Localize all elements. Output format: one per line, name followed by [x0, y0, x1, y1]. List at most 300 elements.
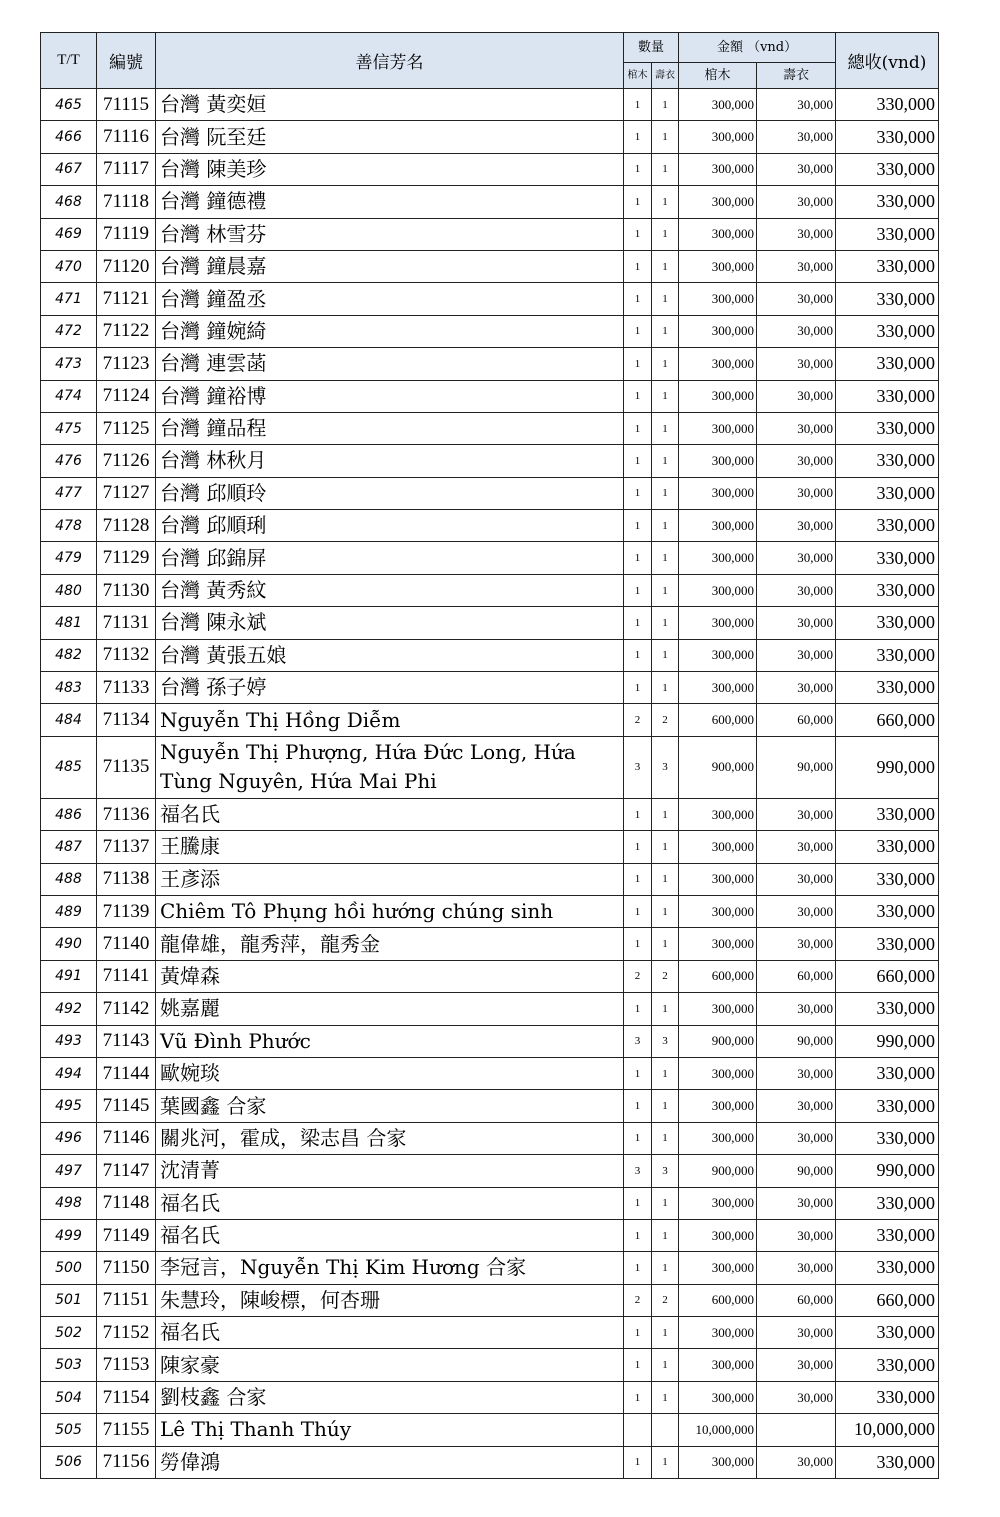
- row-code: 71136: [97, 798, 156, 830]
- table-row: [41, 1381, 939, 1413]
- row-name: 福名氏: [156, 1219, 624, 1251]
- row-name: Nguyễn Thị Phượng, Hứa Đức Long, Hứa Tùng Nguyên, Hứa Mai Phi: [156, 736, 624, 798]
- table-row: [41, 960, 939, 992]
- row-amount-shroud: 30,000: [757, 1252, 836, 1284]
- row-code: 71150: [97, 1252, 156, 1284]
- row-quantity-coffin: 1: [624, 1219, 652, 1251]
- row-amount-coffin: 300,000: [679, 1349, 757, 1381]
- table-row: [41, 1219, 939, 1251]
- row-quantity-coffin: 1: [624, 1057, 652, 1089]
- row-code: 71152: [97, 1317, 156, 1349]
- row-name: 劉枝鑫 合家: [156, 1381, 624, 1413]
- row-quantity-shroud: 1: [652, 993, 679, 1025]
- row-tt: 483: [41, 672, 97, 704]
- row-total: 330,000: [836, 1317, 939, 1349]
- row-code: 71134: [97, 704, 156, 736]
- row-amount-coffin: 300,000: [679, 89, 757, 121]
- row-quantity-coffin: 1: [624, 1446, 652, 1478]
- row-tt: 499: [41, 1219, 97, 1251]
- row-quantity-coffin: 1: [624, 250, 652, 282]
- row-total: 330,000: [836, 895, 939, 927]
- table-row: [41, 1090, 939, 1122]
- row-code: 71124: [97, 380, 156, 412]
- row-amount-coffin: 900,000: [679, 1025, 757, 1057]
- table-header: [41, 33, 939, 89]
- row-amount-coffin: 300,000: [679, 477, 757, 509]
- row-quantity-coffin: 2: [624, 1284, 652, 1316]
- row-code: 71130: [97, 574, 156, 606]
- row-total: 330,000: [836, 672, 939, 704]
- header-amount-coffin: 棺木: [679, 63, 757, 89]
- row-amount-coffin: 300,000: [679, 1090, 757, 1122]
- row-name: 王騰康: [156, 831, 624, 863]
- row-total: 330,000: [836, 218, 939, 250]
- row-amount-shroud: 30,000: [757, 510, 836, 542]
- row-quantity-coffin: 1: [624, 798, 652, 830]
- row-amount-coffin: 300,000: [679, 895, 757, 927]
- row-total: 330,000: [836, 831, 939, 863]
- row-code: 71128: [97, 510, 156, 542]
- row-amount-shroud: 30,000: [757, 928, 836, 960]
- row-tt: 496: [41, 1122, 97, 1154]
- row-total: 330,000: [836, 542, 939, 574]
- row-tt: 476: [41, 445, 97, 477]
- row-amount-coffin: 300,000: [679, 510, 757, 542]
- row-quantity-coffin: 1: [624, 380, 652, 412]
- row-code: 71147: [97, 1155, 156, 1187]
- row-tt: 504: [41, 1381, 97, 1413]
- row-code: 71126: [97, 445, 156, 477]
- row-amount-coffin: 300,000: [679, 993, 757, 1025]
- row-amount-coffin: 300,000: [679, 380, 757, 412]
- table-row: [41, 1284, 939, 1316]
- row-quantity-shroud: 1: [652, 607, 679, 639]
- row-amount-shroud: 30,000: [757, 186, 836, 218]
- row-total: 990,000: [836, 1025, 939, 1057]
- row-code: 71149: [97, 1219, 156, 1251]
- row-total: 990,000: [836, 736, 939, 798]
- row-total: 330,000: [836, 574, 939, 606]
- table-row: [41, 542, 939, 574]
- row-quantity-shroud: 1: [652, 89, 679, 121]
- row-quantity-shroud: 3: [652, 1155, 679, 1187]
- row-quantity-shroud: 1: [652, 186, 679, 218]
- row-total: 330,000: [836, 607, 939, 639]
- row-tt: 502: [41, 1317, 97, 1349]
- table-row: [41, 574, 939, 606]
- row-quantity-shroud: 1: [652, 348, 679, 380]
- row-amount-coffin: 300,000: [679, 153, 757, 185]
- row-quantity-shroud: 1: [652, 250, 679, 282]
- row-quantity-coffin: 1: [624, 412, 652, 444]
- row-code: 71146: [97, 1122, 156, 1154]
- row-total: 330,000: [836, 863, 939, 895]
- row-tt: 490: [41, 928, 97, 960]
- row-amount-coffin: 300,000: [679, 315, 757, 347]
- row-tt: 480: [41, 574, 97, 606]
- row-quantity-coffin: 3: [624, 1025, 652, 1057]
- row-amount-coffin: 300,000: [679, 542, 757, 574]
- row-amount-shroud: 30,000: [757, 542, 836, 574]
- row-code: 71151: [97, 1284, 156, 1316]
- row-amount-shroud: 60,000: [757, 960, 836, 992]
- donation-table: [40, 32, 939, 1479]
- row-total: 990,000: [836, 1155, 939, 1187]
- row-tt: 484: [41, 704, 97, 736]
- row-amount-shroud: 60,000: [757, 704, 836, 736]
- row-tt: 475: [41, 412, 97, 444]
- table-row: [41, 607, 939, 639]
- row-name: 王彥添: [156, 863, 624, 895]
- row-name: 台灣 鐘婉綺: [156, 315, 624, 347]
- row-name: 台灣 鐘盈丞: [156, 283, 624, 315]
- row-amount-shroud: 30,000: [757, 1090, 836, 1122]
- row-amount-shroud: [757, 1414, 836, 1446]
- row-amount-coffin: 300,000: [679, 1187, 757, 1219]
- row-total: 330,000: [836, 1446, 939, 1478]
- row-quantity-shroud: 1: [652, 639, 679, 671]
- row-code: 71143: [97, 1025, 156, 1057]
- row-code: 71131: [97, 607, 156, 639]
- row-amount-shroud: 30,000: [757, 477, 836, 509]
- row-code: 71140: [97, 928, 156, 960]
- row-quantity-shroud: 1: [652, 831, 679, 863]
- row-tt: 495: [41, 1090, 97, 1122]
- table-row: [41, 736, 939, 798]
- row-tt: 505: [41, 1414, 97, 1446]
- row-amount-coffin: 300,000: [679, 574, 757, 606]
- row-amount-coffin: 300,000: [679, 348, 757, 380]
- row-quantity-coffin: 1: [624, 283, 652, 315]
- row-name: 陳家豪: [156, 1349, 624, 1381]
- row-total: 330,000: [836, 412, 939, 444]
- row-amount-shroud: 30,000: [757, 1317, 836, 1349]
- row-name: Nguyễn Thị Hồng Diễm: [156, 704, 624, 736]
- row-quantity-shroud: 1: [652, 153, 679, 185]
- row-quantity-coffin: 1: [624, 445, 652, 477]
- row-amount-coffin: 300,000: [679, 186, 757, 218]
- row-tt: 498: [41, 1187, 97, 1219]
- row-quantity-coffin: 1: [624, 1252, 652, 1284]
- row-total: 330,000: [836, 315, 939, 347]
- table-row: [41, 1414, 939, 1446]
- row-name: 葉國鑫 合家: [156, 1090, 624, 1122]
- row-amount-shroud: 30,000: [757, 218, 836, 250]
- row-total: 10,000,000: [836, 1414, 939, 1446]
- row-code: 71144: [97, 1057, 156, 1089]
- row-total: 330,000: [836, 1349, 939, 1381]
- table-row: [41, 704, 939, 736]
- row-quantity-coffin: 1: [624, 993, 652, 1025]
- row-quantity-coffin: 1: [624, 1090, 652, 1122]
- row-quantity-shroud: 1: [652, 315, 679, 347]
- row-amount-shroud: 30,000: [757, 348, 836, 380]
- row-tt: 471: [41, 283, 97, 315]
- row-amount-coffin: 300,000: [679, 798, 757, 830]
- row-quantity-shroud: 1: [652, 445, 679, 477]
- row-name: 關兆河，霍成，梁志昌 合家: [156, 1122, 624, 1154]
- row-name: 台灣 陳永斌: [156, 607, 624, 639]
- row-name: 龍偉雄，龍秀萍，龍秀金: [156, 928, 624, 960]
- row-amount-shroud: 30,000: [757, 895, 836, 927]
- row-tt: 481: [41, 607, 97, 639]
- row-amount-shroud: 30,000: [757, 89, 836, 121]
- table-row: [41, 1317, 939, 1349]
- row-amount-coffin: 900,000: [679, 1155, 757, 1187]
- row-amount-coffin: 300,000: [679, 1252, 757, 1284]
- row-quantity-coffin: 1: [624, 1187, 652, 1219]
- row-name: 台灣 林秋月: [156, 445, 624, 477]
- row-amount-shroud: 30,000: [757, 1122, 836, 1154]
- row-amount-shroud: 30,000: [757, 283, 836, 315]
- row-amount-coffin: 300,000: [679, 250, 757, 282]
- row-tt: 487: [41, 831, 97, 863]
- row-quantity-shroud: 1: [652, 1252, 679, 1284]
- row-quantity-coffin: 1: [624, 672, 652, 704]
- row-total: 330,000: [836, 445, 939, 477]
- row-name: 歐婉琰: [156, 1057, 624, 1089]
- row-total: 330,000: [836, 639, 939, 671]
- row-tt: 470: [41, 250, 97, 282]
- row-name: 台灣 鐘德禮: [156, 186, 624, 218]
- table-row: [41, 1025, 939, 1057]
- row-quantity-shroud: 1: [652, 1219, 679, 1251]
- row-tt: 482: [41, 639, 97, 671]
- row-quantity-shroud: 1: [652, 477, 679, 509]
- row-code: 71122: [97, 315, 156, 347]
- row-code: 71117: [97, 153, 156, 185]
- row-quantity-coffin: 1: [624, 218, 652, 250]
- row-name: 台灣 邱順玲: [156, 477, 624, 509]
- row-name: Lê Thị Thanh Thúy: [156, 1414, 624, 1446]
- table-row: [41, 1155, 939, 1187]
- table-row: [41, 672, 939, 704]
- row-name: 台灣 鐘裕博: [156, 380, 624, 412]
- table-row: [41, 510, 939, 542]
- row-quantity-shroud: 1: [652, 895, 679, 927]
- row-amount-coffin: 300,000: [679, 218, 757, 250]
- row-code: 71139: [97, 895, 156, 927]
- row-total: 330,000: [836, 798, 939, 830]
- row-name: Chiêm Tô Phụng hồi hướng chúng sinh: [156, 895, 624, 927]
- row-code: 71138: [97, 863, 156, 895]
- row-code: 71120: [97, 250, 156, 282]
- row-amount-shroud: 30,000: [757, 1057, 836, 1089]
- table-row: [41, 1057, 939, 1089]
- row-amount-shroud: 30,000: [757, 574, 836, 606]
- row-total: 330,000: [836, 283, 939, 315]
- row-total: 330,000: [836, 1187, 939, 1219]
- header-quantity-shroud: 壽衣: [652, 63, 679, 89]
- row-quantity-coffin: 3: [624, 1155, 652, 1187]
- row-quantity-shroud: 3: [652, 1025, 679, 1057]
- row-quantity-shroud: 1: [652, 928, 679, 960]
- row-quantity-coffin: 1: [624, 542, 652, 574]
- row-name: 勞偉鴻: [156, 1446, 624, 1478]
- table-row: [41, 895, 939, 927]
- row-quantity-shroud: 1: [652, 1381, 679, 1413]
- row-amount-shroud: 30,000: [757, 380, 836, 412]
- header-name: 善信芳名: [156, 33, 624, 89]
- table-row: [41, 153, 939, 185]
- row-amount-coffin: 300,000: [679, 672, 757, 704]
- row-amount-shroud: 30,000: [757, 1349, 836, 1381]
- row-tt: 474: [41, 380, 97, 412]
- row-name: 台灣 阮至廷: [156, 121, 624, 153]
- row-total: 330,000: [836, 348, 939, 380]
- row-name: 沈清菁: [156, 1155, 624, 1187]
- row-tt: 488: [41, 863, 97, 895]
- row-quantity-shroud: 3: [652, 736, 679, 798]
- row-code: 71116: [97, 121, 156, 153]
- row-code: 71145: [97, 1090, 156, 1122]
- row-name: 台灣 陳美珍: [156, 153, 624, 185]
- row-code: 71129: [97, 542, 156, 574]
- row-quantity-coffin: 1: [624, 186, 652, 218]
- row-tt: 503: [41, 1349, 97, 1381]
- table-row: [41, 348, 939, 380]
- row-tt: 501: [41, 1284, 97, 1316]
- row-amount-coffin: 300,000: [679, 412, 757, 444]
- row-name: 台灣 連雲菡: [156, 348, 624, 380]
- row-total: 330,000: [836, 477, 939, 509]
- row-amount-shroud: 30,000: [757, 831, 836, 863]
- table-row: [41, 412, 939, 444]
- row-quantity-coffin: 1: [624, 574, 652, 606]
- row-quantity-coffin: 1: [624, 1381, 652, 1413]
- row-amount-coffin: 300,000: [679, 831, 757, 863]
- row-tt: 506: [41, 1446, 97, 1478]
- row-amount-shroud: 90,000: [757, 736, 836, 798]
- row-name: 李冠言，Nguyễn Thị Kim Hương 合家: [156, 1252, 624, 1284]
- row-amount-coffin: 600,000: [679, 704, 757, 736]
- header-total: 總收(vnd): [836, 33, 939, 89]
- row-quantity-coffin: 3: [624, 736, 652, 798]
- row-tt: 479: [41, 542, 97, 574]
- table-row: [41, 1349, 939, 1381]
- row-quantity-coffin: 1: [624, 928, 652, 960]
- row-amount-shroud: 30,000: [757, 445, 836, 477]
- row-quantity-shroud: 1: [652, 1317, 679, 1349]
- row-amount-shroud: 30,000: [757, 153, 836, 185]
- row-amount-coffin: 300,000: [679, 1317, 757, 1349]
- row-name: 福名氏: [156, 1317, 624, 1349]
- row-name: 黃煒森: [156, 960, 624, 992]
- row-amount-shroud: 30,000: [757, 121, 836, 153]
- row-tt: 491: [41, 960, 97, 992]
- row-name: 台灣 黃奕姮: [156, 89, 624, 121]
- table-row: [41, 89, 939, 121]
- row-quantity-coffin: 1: [624, 607, 652, 639]
- row-tt: 493: [41, 1025, 97, 1057]
- row-tt: 466: [41, 121, 97, 153]
- row-amount-shroud: 90,000: [757, 1025, 836, 1057]
- table-row: [41, 315, 939, 347]
- row-quantity-shroud: 2: [652, 1284, 679, 1316]
- row-quantity-shroud: 1: [652, 1187, 679, 1219]
- header-amount-shroud: 壽衣: [757, 63, 836, 89]
- row-code: 71115: [97, 89, 156, 121]
- row-total: 330,000: [836, 1057, 939, 1089]
- row-name: 朱慧玲，陳峻標，何杏珊: [156, 1284, 624, 1316]
- row-quantity-shroud: 1: [652, 672, 679, 704]
- row-quantity-shroud: 2: [652, 704, 679, 736]
- row-quantity-shroud: 1: [652, 1446, 679, 1478]
- row-total: 660,000: [836, 1284, 939, 1316]
- table-row: [41, 928, 939, 960]
- row-total: 330,000: [836, 153, 939, 185]
- row-code: 71135: [97, 736, 156, 798]
- row-quantity-shroud: 1: [652, 412, 679, 444]
- row-code: 71156: [97, 1446, 156, 1478]
- row-total: 330,000: [836, 250, 939, 282]
- row-amount-coffin: 300,000: [679, 607, 757, 639]
- row-amount-shroud: 30,000: [757, 672, 836, 704]
- row-quantity-coffin: 1: [624, 863, 652, 895]
- row-name: 台灣 林雪芬: [156, 218, 624, 250]
- table-row: [41, 1122, 939, 1154]
- row-total: 330,000: [836, 1122, 939, 1154]
- row-quantity-coffin: 1: [624, 1349, 652, 1381]
- header-tt: T/T: [41, 33, 97, 89]
- row-amount-shroud: 90,000: [757, 1155, 836, 1187]
- row-code: 71132: [97, 639, 156, 671]
- row-quantity-coffin: 1: [624, 510, 652, 542]
- row-amount-coffin: 600,000: [679, 1284, 757, 1316]
- row-total: 330,000: [836, 928, 939, 960]
- row-amount-coffin: 300,000: [679, 639, 757, 671]
- row-name: Vũ Đình Phước: [156, 1025, 624, 1057]
- row-code: 71141: [97, 960, 156, 992]
- row-amount-shroud: 30,000: [757, 607, 836, 639]
- row-tt: 473: [41, 348, 97, 380]
- row-total: 660,000: [836, 960, 939, 992]
- row-amount-coffin: 300,000: [679, 1381, 757, 1413]
- row-quantity-shroud: 1: [652, 380, 679, 412]
- row-quantity-coffin: 1: [624, 895, 652, 927]
- row-quantity-coffin: 1: [624, 153, 652, 185]
- row-total: 330,000: [836, 993, 939, 1025]
- table-row: [41, 831, 939, 863]
- row-tt: 477: [41, 477, 97, 509]
- row-quantity-shroud: 1: [652, 542, 679, 574]
- row-quantity-coffin: 2: [624, 960, 652, 992]
- row-amount-shroud: 30,000: [757, 1381, 836, 1413]
- row-code: 71137: [97, 831, 156, 863]
- table-body: [41, 89, 939, 1479]
- table-row: [41, 283, 939, 315]
- row-total: 660,000: [836, 704, 939, 736]
- row-amount-coffin: 10,000,000: [679, 1414, 757, 1446]
- row-tt: 485: [41, 736, 97, 798]
- table-row: [41, 445, 939, 477]
- row-quantity-shroud: 1: [652, 1349, 679, 1381]
- row-amount-shroud: 30,000: [757, 315, 836, 347]
- row-name: 台灣 邱順琍: [156, 510, 624, 542]
- row-total: 330,000: [836, 121, 939, 153]
- row-tt: 472: [41, 315, 97, 347]
- row-code: 71119: [97, 218, 156, 250]
- row-name: 台灣 鐘品程: [156, 412, 624, 444]
- row-code: 71123: [97, 348, 156, 380]
- row-amount-shroud: 30,000: [757, 993, 836, 1025]
- row-name: 福名氏: [156, 1187, 624, 1219]
- row-name: 台灣 黃秀紋: [156, 574, 624, 606]
- row-quantity-coffin: 1: [624, 831, 652, 863]
- row-quantity-coffin: 1: [624, 477, 652, 509]
- row-quantity-coffin: 2: [624, 704, 652, 736]
- row-quantity-coffin: 1: [624, 315, 652, 347]
